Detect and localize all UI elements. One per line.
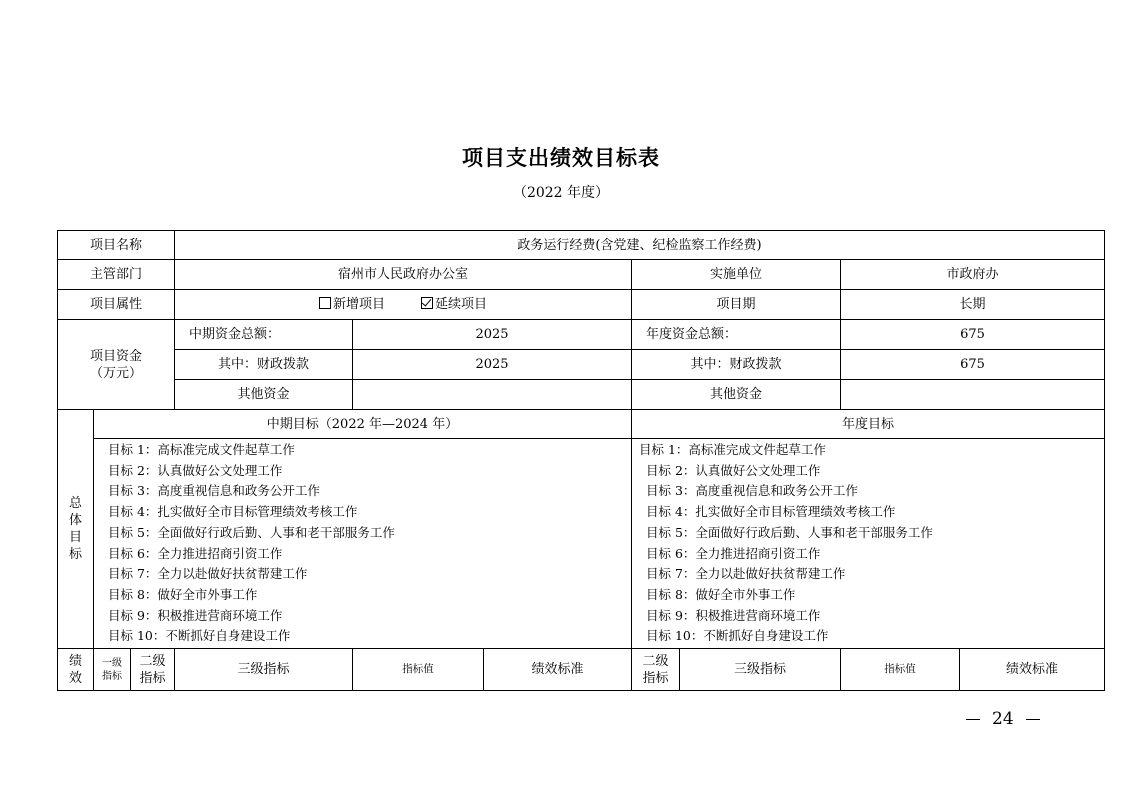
mid-other-value: [352, 379, 632, 410]
mid-goal-item: 目标 1：高标准完成文件起草工作: [108, 442, 295, 457]
mid-goal-item: 目标 2：认真做好公文处理工作: [108, 462, 283, 478]
annual-goal-item: 目标 7：全力以赴做好扶贫帮建工作: [646, 566, 846, 582]
annual-other-value: [840, 379, 1105, 410]
performance-char-1: 绩: [68, 653, 82, 669]
overall-goals-char-4: 标: [68, 547, 82, 562]
level2-line1: 二级: [139, 653, 166, 669]
annual-goal-item: 目标 1：高标准完成文件起草工作: [639, 442, 826, 457]
annual-goal-item: 目标 9：积极推进营商环境工作: [646, 607, 821, 623]
attribute-options: [174, 289, 632, 320]
department-label: 主管部门: [57, 259, 175, 290]
annual-total-value: 675: [840, 319, 1105, 350]
level2-indicator-header-right: [631, 648, 680, 691]
department-value: 宿州市人民政府办公室: [174, 259, 632, 290]
document-year: （2022 年度）: [512, 185, 610, 201]
mid-goal-item: 目标 8：做好全市外事工作: [108, 586, 258, 602]
period-label: 项目期: [631, 289, 841, 320]
mid-goal-item: 目标 3：高度重视信息和政务公开工作: [108, 483, 320, 499]
implementer-value: 市政府办: [840, 259, 1105, 290]
annual-fiscal-label: 其中：财政拨款: [631, 349, 841, 380]
page-number: [954, 709, 1052, 729]
mid-goal-item: 目标 9：积极推进营商环境工作: [108, 607, 283, 623]
overall-goals-label: [57, 409, 94, 649]
level3-indicator-header-right: 三级指标: [679, 648, 841, 691]
mid-goal-item: 目标 4：扎实做好全市目标管理绩效考核工作: [108, 504, 358, 520]
level2-indicator-header: [130, 648, 175, 691]
annual-goal-item: 目标 2：认真做好公文处理工作: [646, 462, 821, 478]
mid-goal-item: 目标 7：全力以赴做好扶贫帮建工作: [108, 566, 308, 582]
indicator-value-header: 指标值: [352, 648, 484, 691]
funds-label-line2: （万元）: [89, 365, 142, 381]
annual-fiscal-value: 675: [840, 349, 1105, 380]
annual-goal-item: 目标 10：不断抓好自身建设工作: [646, 628, 829, 644]
level2-line2: 指标: [139, 670, 166, 686]
project-name-value: 政务运行经费(含党建、纪检监察工作经费): [174, 230, 1105, 260]
continued-project-checkbox[interactable]: [421, 297, 433, 309]
level1-line1: 一级: [102, 657, 122, 669]
period-value: 长期: [840, 289, 1105, 320]
mid-total-label: 中期资金总额：: [174, 319, 353, 350]
annual-goals-header: 年度目标: [631, 409, 1105, 439]
overall-goals-char-1: 总: [68, 496, 82, 511]
annual-goals-list: [639, 440, 933, 647]
level1-line2: 指标: [102, 670, 122, 682]
new-project-option[interactable]: [319, 296, 385, 313]
annual-goal-item: 目标 6：全力推进招商引资工作: [646, 545, 821, 561]
new-project-label: 新增项目: [332, 297, 385, 312]
overall-goals-char-2: 体: [68, 513, 82, 528]
mid-goal-item: 目标 6：全力推进招商引资工作: [108, 545, 283, 561]
annual-goal-item: 目标 3：高度重视信息和政务公开工作: [646, 483, 858, 499]
mid-term-goals-list: [108, 440, 395, 647]
overall-goals-char-3: 目: [68, 530, 82, 545]
annual-total-label: 年度资金总额：: [631, 319, 841, 350]
funds-label-line1: 项目资金: [89, 348, 142, 364]
mid-fiscal-value: 2025: [352, 349, 632, 380]
performance-label: [57, 648, 94, 691]
annual-goal-item: 目标 5：全面做好行政后勤、人事和老干部服务工作: [646, 524, 933, 540]
level3-indicator-header: 三级指标: [174, 648, 353, 691]
funds-label: [57, 319, 175, 410]
implementer-label: 实施单位: [631, 259, 841, 290]
level1-indicator-header: [93, 648, 131, 691]
performance-char-2: 效: [68, 670, 82, 686]
mid-total-value: 2025: [352, 319, 632, 350]
indicator-value-header-right: 指标值: [840, 648, 960, 691]
mid-other-label: 其他资金: [174, 379, 353, 410]
mid-fiscal-label: 其中：财政拨款: [174, 349, 353, 380]
level2-right-line1: 二级: [642, 653, 669, 669]
project-name-label: 项目名称: [57, 230, 175, 260]
mid-goal-item: 目标 10：不断抓好自身建设工作: [108, 628, 291, 644]
annual-goal-item: 目标 4：扎实做好全市目标管理绩效考核工作: [646, 504, 896, 520]
continued-project-label: 延续项目: [435, 297, 488, 312]
new-project-checkbox[interactable]: [319, 297, 331, 309]
performance-standard-header-right: 绩效标准: [959, 648, 1105, 691]
annual-other-label: 其他资金: [631, 379, 841, 410]
continued-project-option[interactable]: [421, 296, 487, 313]
page-dash-right: [1026, 719, 1040, 720]
performance-standard-header: 绩效标准: [483, 648, 632, 691]
document-title: 项目支出绩效目标表: [462, 146, 660, 170]
attribute-label: 项目属性: [57, 289, 175, 320]
page-number-value: 24: [992, 709, 1014, 729]
mid-goal-item: 目标 5：全面做好行政后勤、人事和老干部服务工作: [108, 524, 395, 540]
page-dash-left: [966, 719, 980, 720]
level2-right-line2: 指标: [642, 670, 669, 686]
mid-term-goals-header: 中期目标（2022 年—2024 年）: [93, 409, 632, 439]
annual-goal-item: 目标 8：做好全市外事工作: [646, 586, 796, 602]
